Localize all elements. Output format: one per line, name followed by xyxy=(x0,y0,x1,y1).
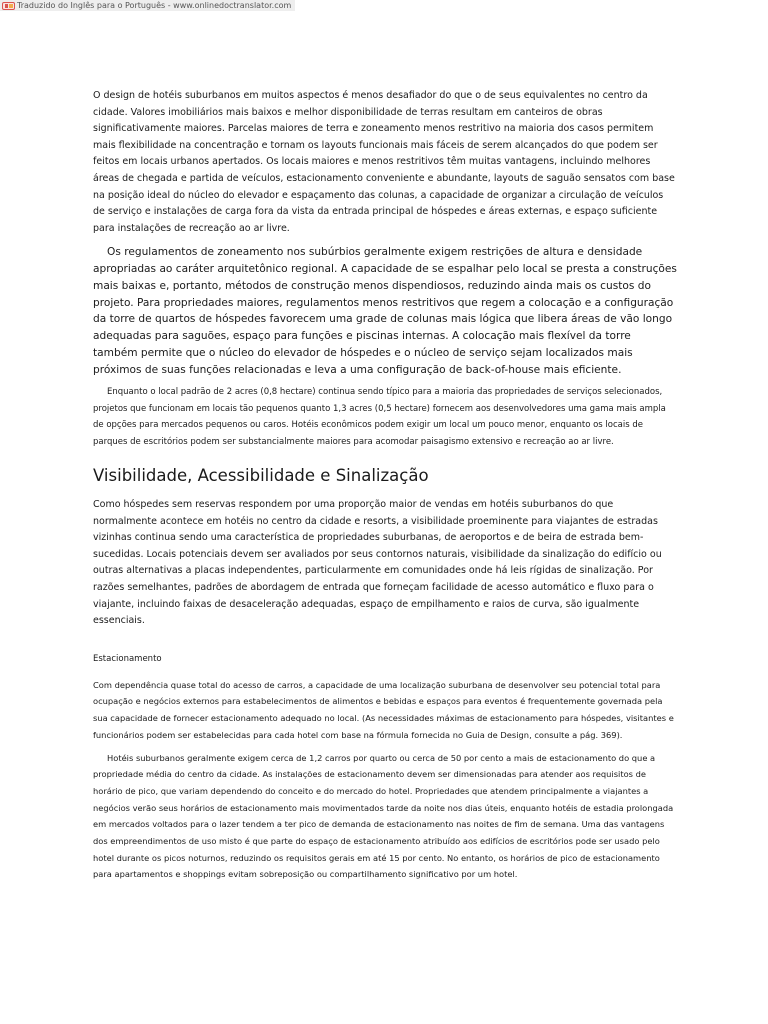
section-heading: Visibilidade, Acessibilidade e Sinalização xyxy=(93,465,429,485)
translator-banner[interactable] xyxy=(0,0,295,11)
translator-logo-icon xyxy=(2,2,15,10)
paragraph-zoning: Os regulamentos de zoneamento nos subúrbios geralmente exigem restrições de altura e densidade apropriadas ao caráter arquitetônico regional. A capacidade de se espalhar pelo local se presta a construções mais baixas e, portanto, métodos de construção menos dispendiosos, reduzindo ainda mais os custos do projeto. Para propriedades maiores, regulamentos menos restritivos que regem a colocação e a configuração da torre de quartos de hóspedes favorecem uma grade de colunas mais lógica que libera áreas de vão longo adequadas para saguões, espaço para funções e piscinas internas. A colocação mais flexível da torre também permite que o núcleo do elevador de hóspedes e o núcleo de serviço sejam localizados mais próximos de suas funções relacionadas e leva a uma configuração de back-of-house mais eficiente. xyxy=(93,246,677,376)
paragraph-visibility: Como hóspedes sem reservas respondem por uma proporção maior de vendas em hotéis suburbanos do que normalmente acontece em hotéis no centro da cidade e resorts, a visibilidade proeminente para viajantes de estradas vizinhas continua sendo uma característica de propriedades suburbanas, de aeroportos e de beira de estrada bem-sucedidas. Locais potenciais devem ser avaliados por seus contornos naturais, visibilidade da sinalização do edifício ou outras alternativas a placas independentes, particularmente em comunidades onde há leis rígidas de sinalização. Por razões semelhantes, padrões de abordagem de entrada que forneçam facilidade de acesso automático e fluxo para o viajante, incluindo faixas de desaceleração adequadas, espaço de empilhamento e raios de curva, são igualmente essenciais. xyxy=(93,498,662,627)
paragraph-intro: O design de hotéis suburbanos em muitos aspectos é menos desafiador do que o de seus equivalentes no centro da cidade. Valores imobiliários mais baixos e melhor disponibilidade de terras resultam em canteiros de obras significativamente maiores. Parcelas maiores de terra e zoneamento menos restritivo na maioria dos casos permitem mais flexibilidade na concentração e tornam os layouts funcionais mais fáceis de serem alcançados do que podem ser feitos em locais urbanos apertados. Os locais maiores e menos restritivos têm muitas vantagens, incluindo melhores áreas de chegada e partida de veículos, estacionamento conveniente e abundante, layouts de saguão sensatos com base na posição ideal do núcleo do elevador e espaçamento das colunas, a capacidade de organizar a circulação de veículos de serviço e instalações de carga fora da vista da entrada principal de hóspedes e áreas externas, e espaço suficiente para instalações de recreação ao ar livre. xyxy=(93,90,675,234)
paragraph-parking-requirements: Hotéis suburbanos geralmente exigem cerca de 1,2 carros por quarto ou cerca de 50 por cento a mais de estacionamento do que a propriedade média do centro da cidade. As instalações de estacionamento devem ser dimensionadas para atender aos requisitos de horário de pico, que variam dependendo do conceito e do mercado do hotel. Propriedades que atendem principalmente a viajantes a negócios verão seus horários de estacionamento mais movimentados tarde da noite nos dias úteis, enquanto hotéis de estadia prolongada em mercados voltados para o lazer tendem a ter pico de demanda de estacionamento nas noites de fim de semana. Uma das vantagens dos empreendimentos de uso misto é que parte do espaço de estacionamento atribuído aos edifícios de escritórios pode ser usado pelo hotel durante os picos noturnos, reduzindo os requisitos gerais em até 15 por cento. No entanto, os horários de pico de estacionamento para apartamentos e shoppings evitam sobreposição ou compartilhamento significativo por um hotel. xyxy=(93,752,674,880)
subheading-parking: Estacionamento xyxy=(93,653,162,664)
paragraph-site-size: Enquanto o local padrão de 2 acres (0,8 hectare) continua sendo típico para a maioria das propriedades de serviços selecionados, projetos que funcionam em locais tão pequenos quanto 1,3 acres (0,5 hectare) fornecem aos desenvolvedores uma gama mais ampla de opções para mercados pequenos ou caros. Hotéis econômicos podem exigir um local um pouco menor, enquanto os locais de parques de escritórios podem ser substancialmente maiores para acomodar paisagismo extensivo e recreação ao ar livre. xyxy=(93,387,666,447)
article-body xyxy=(93,88,678,883)
translator-banner-text[interactable]: Traduzido do Inglês para o Português - www.onlinedoctranslator.com xyxy=(17,1,292,10)
paragraph-parking-dependence: Com dependência quase total do acesso de carros, a capacidade de uma localização suburbana de desenvolver seu potencial total para ocupação e negócios externos para estabelecimentos de alimentos e bebidas e espaços para eventos é frequentemente governada pela sua capacidade de fornecer estacionamento adequado no local. (As necessidades máximas de estacionamento para hóspedes, visitantes e funcionários podem ser estabelecidas para cada hotel com base na fórmula fornecida no Guia de Design, consulte a pág. 369). xyxy=(93,679,674,740)
